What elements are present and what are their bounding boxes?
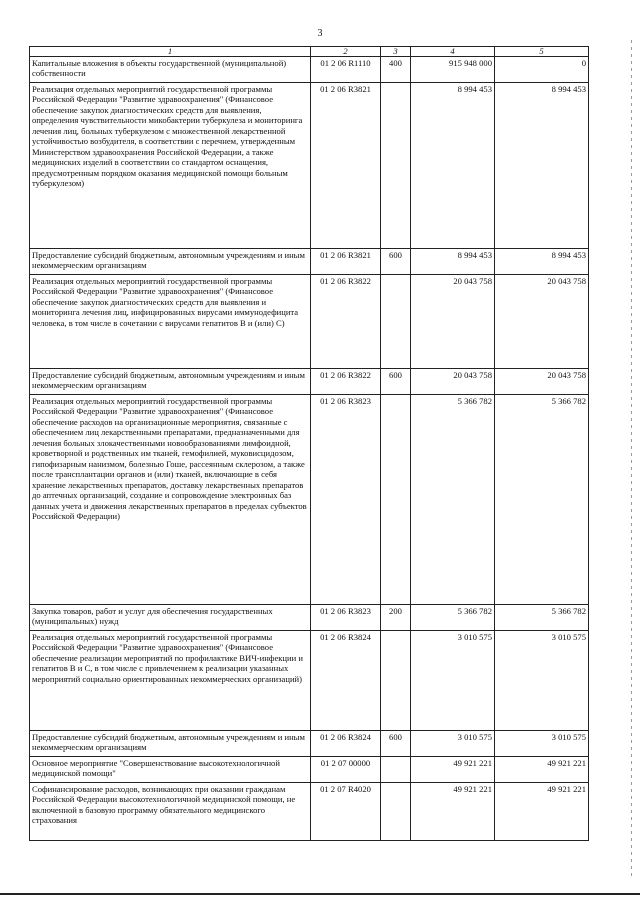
row-amount-col4: 3 010 575 bbox=[411, 731, 495, 757]
table-row bbox=[30, 395, 589, 605]
row-amount-col5: 0 bbox=[495, 57, 589, 83]
row-amount-col4: 5 366 782 bbox=[411, 605, 495, 631]
table-row bbox=[30, 57, 589, 83]
table-row bbox=[30, 249, 589, 275]
table-row bbox=[30, 631, 589, 731]
row-amount-col4: 915 948 000 bbox=[411, 57, 495, 83]
row-name: Реализация отдельных мероприятий государственной программы Российской Федерации "Развитие здравоохранения" (Финансовое обеспечение реализации мероприятий по профилактике ВИЧ-инфекции и гепатитов B и C, в том числе с привлечением к реализации указанных мероприятий социально ориентированных некоммерческих организаций) bbox=[30, 631, 311, 731]
row-amount-col5: 8 994 453 bbox=[495, 83, 589, 249]
row-amount-col4: 20 043 758 bbox=[411, 369, 495, 395]
row-amount-col5: 49 921 221 bbox=[495, 757, 589, 783]
row-expense-type: 400 bbox=[381, 57, 411, 83]
page-number: 3 bbox=[317, 28, 323, 39]
table-row bbox=[30, 83, 589, 249]
row-amount-col5: 8 994 453 bbox=[495, 249, 589, 275]
row-code: 01 2 06 R3824 bbox=[311, 631, 381, 731]
row-amount-col4: 49 921 221 bbox=[411, 757, 495, 783]
row-name: Предоставление субсидий бюджетным, автономным учреждениям и иным некоммерческим организациям bbox=[30, 369, 311, 395]
row-expense-type: 600 bbox=[381, 731, 411, 757]
header-col-1: 1 bbox=[30, 47, 311, 57]
row-expense-type bbox=[381, 631, 411, 731]
row-amount-col5: 49 921 221 bbox=[495, 783, 589, 841]
row-expense-type bbox=[381, 83, 411, 249]
header-col-2: 2 bbox=[311, 47, 381, 57]
row-amount-col5: 20 043 758 bbox=[495, 369, 589, 395]
row-code: 01 2 06 R3823 bbox=[311, 605, 381, 631]
row-expense-type bbox=[381, 395, 411, 605]
row-name: Предоставление субсидий бюджетным, автономным учреждениям и иным некоммерческим организациям bbox=[30, 731, 311, 757]
row-code: 01 2 06 R1110 bbox=[311, 57, 381, 83]
header-col-4: 4 bbox=[411, 47, 495, 57]
table-row bbox=[30, 757, 589, 783]
row-code: 01 2 07 R4020 bbox=[311, 783, 381, 841]
budget-table bbox=[29, 46, 589, 841]
row-name: Капитальные вложения в объекты государственной (муниципальной) собственности bbox=[30, 57, 311, 83]
row-name: Реализация отдельных мероприятий государственной программы Российской Федерации "Развитие здравоохранения" (Финансовое обеспечение расходов на организационные мероприятия, связанные с обеспечением лиц лекарственными препаратами, предназначенными для лечения больных злокачественными новообразованиями лимфоидной, кроветворной и родственных им тканей, гемофилией, муковисцидозом, гипофизарным нанизмом, болезнью Гоше, рассеянным склерозом, а также после трансплантации органов и (или) тканей, включающие в себя хранение лекарственных препаратов, доставку лекарственных препаратов до аптечных организаций, создание и сопровождение электронных баз данных учета и движения лекарственных препаратов в пределах субъектов Российской Федерации) bbox=[30, 395, 311, 605]
row-expense-type bbox=[381, 757, 411, 783]
row-code: 01 2 06 R3821 bbox=[311, 249, 381, 275]
row-expense-type: 600 bbox=[381, 249, 411, 275]
header-col-3: 3 bbox=[381, 47, 411, 57]
header-col-5: 5 bbox=[495, 47, 589, 57]
row-name: Предоставление субсидий бюджетным, автономным учреждениям и иным некоммерческим организациям bbox=[30, 249, 311, 275]
row-name: Реализация отдельных мероприятий государственной программы Российской Федерации "Развитие здравоохранения" (Финансовое обеспечение закупок диагностических средств для выявления и мониторинга лечения лиц, инфицированных вирусами иммунодефицита человека, в том числе в сочетании с вирусами гепатитов B и (или) C) bbox=[30, 275, 311, 369]
table-row bbox=[30, 369, 589, 395]
row-amount-col4: 5 366 782 bbox=[411, 395, 495, 605]
table-row bbox=[30, 783, 589, 841]
row-amount-col4: 3 010 575 bbox=[411, 631, 495, 731]
row-code: 01 2 06 R3824 bbox=[311, 731, 381, 757]
row-amount-col5: 5 366 782 bbox=[495, 605, 589, 631]
table-row bbox=[30, 731, 589, 757]
row-amount-col5: 3 010 575 bbox=[495, 631, 589, 731]
row-amount-col4: 49 921 221 bbox=[411, 783, 495, 841]
page-bottom-rule bbox=[0, 893, 640, 895]
row-amount-col4: 8 994 453 bbox=[411, 83, 495, 249]
row-name: Реализация отдельных мероприятий государственной программы Российской Федерации "Развитие здравоохранения" (Финансовое обеспечение закупок диагностических средств для выявления, определения чувствительности микобактерии туберкулеза и мониторинга лечения лиц, больных туберкулезом с множественной лекарственной устойчивостью возбудителя, в соответствии с перечнем, утвержденным Министерством здравоохранения Российской Федерации, а также медицинских изделий в соответствии со стандартом оснащения, предусмотренным порядком оказания медицинской помощи больным туберкулезом) bbox=[30, 83, 311, 249]
row-expense-type bbox=[381, 783, 411, 841]
table-row bbox=[30, 605, 589, 631]
row-amount-col5: 20 043 758 bbox=[495, 275, 589, 369]
row-amount-col5: 3 010 575 bbox=[495, 731, 589, 757]
row-expense-type: 200 bbox=[381, 605, 411, 631]
row-code: 01 2 06 R3821 bbox=[311, 83, 381, 249]
row-name: Основное мероприятие "Совершенствование высокотехнологичной медицинской помощи" bbox=[30, 757, 311, 783]
row-amount-col4: 20 043 758 bbox=[411, 275, 495, 369]
row-code: 01 2 06 R3823 bbox=[311, 395, 381, 605]
row-amount-col4: 8 994 453 bbox=[411, 249, 495, 275]
row-code: 01 2 07 00000 bbox=[311, 757, 381, 783]
row-code: 01 2 06 R3822 bbox=[311, 275, 381, 369]
table-row bbox=[30, 275, 589, 369]
row-amount-col5: 5 366 782 bbox=[495, 395, 589, 605]
row-expense-type: 600 bbox=[381, 369, 411, 395]
row-expense-type bbox=[381, 275, 411, 369]
row-name: Софинансирование расходов, возникающих при оказании гражданам Российской Федерации высокотехнологичной медицинской помощи, не включенной в базовую программу обязательного медицинского страхования bbox=[30, 783, 311, 841]
header-row bbox=[30, 47, 589, 57]
row-name: Закупка товаров, работ и услуг для обеспечения государственных (муниципальных) нужд bbox=[30, 605, 311, 631]
scan-edge-line bbox=[631, 40, 632, 880]
row-code: 01 2 06 R3822 bbox=[311, 369, 381, 395]
